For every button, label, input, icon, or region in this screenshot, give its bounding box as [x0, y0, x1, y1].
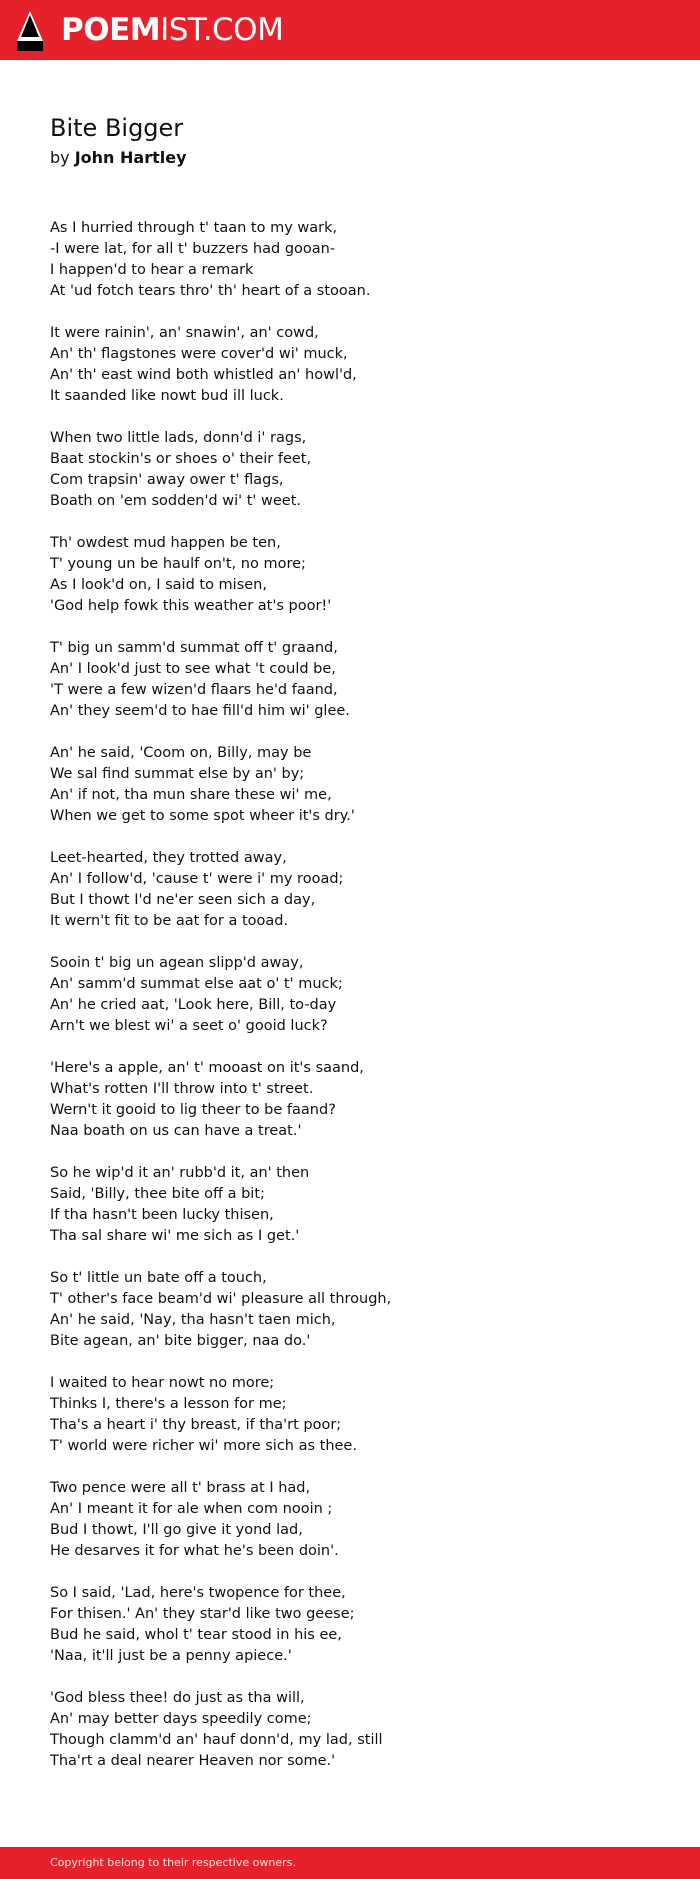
poem-line: Leet-hearted, they trotted away,	[50, 850, 287, 866]
poem-line: An' I follow'd, 'cause t' were i' my rooad;	[50, 871, 344, 887]
poem-line: As I look'd on, I said to misen,	[50, 577, 267, 593]
poem-line: So he wip'd it an' rubb'd it, an' then	[50, 1165, 310, 1181]
poem-line: -I were lat, for all t' buzzers had gooan-	[50, 241, 336, 257]
poem-line: What's rotten I'll throw into t' street.	[50, 1081, 314, 1097]
stanza	[50, 323, 650, 407]
poem-line: Said, 'Billy, thee bite off a bit;	[50, 1186, 265, 1202]
poem-line: It were rainin', an' snawin', an' cowd,	[50, 325, 319, 341]
poem-line: Bite agean, an' bite bigger, naa do.'	[50, 1333, 311, 1349]
poem-title: Bite Bigger	[50, 114, 184, 142]
poem-line: When we get to some spot wheer it's dry.'	[50, 808, 355, 824]
poem-author: John Hartley	[74, 148, 187, 167]
poem-line: We sal find summat else by an' by;	[50, 766, 305, 782]
by-label: by	[50, 148, 70, 167]
poem-line: An' I meant it for ale when com nooin ;	[50, 1501, 333, 1517]
stanza	[50, 953, 650, 1037]
poem-line: Bud he said, whol t' tear stood in his ee,	[50, 1627, 342, 1643]
poem-line: 'Naa, it'll just be a penny apiece.'	[50, 1648, 292, 1664]
poem-line: Tha's a heart i' thy breast, if tha'rt poor;	[50, 1417, 342, 1433]
poem-line: I happen'd to hear a remark	[50, 262, 254, 278]
stanza	[50, 533, 650, 617]
poem-line: At 'ud fotch tears thro' th' heart of a stooan.	[50, 283, 371, 299]
stanza	[50, 848, 650, 932]
poem-line: 'Here's a apple, an' t' mooast on it's saand,	[50, 1060, 364, 1076]
poem-line: Boath on 'em sodden'd wi' t' weet.	[50, 493, 302, 509]
poem-line: Sooin t' big un agean slipp'd away,	[50, 955, 304, 971]
poem-line: But I thowt I'd ne'er seen sich a day,	[50, 892, 316, 908]
poem-line: For thisen.' An' they star'd like two geese;	[50, 1606, 355, 1622]
poem-line: Though clamm'd an' hauf donn'd, my lad, still	[50, 1732, 383, 1748]
poem-line: Bud I thowt, I'll go give it yond lad,	[50, 1522, 303, 1538]
pen-nib-icon[interactable]	[17, 11, 43, 51]
poem-line: T' big un samm'd summat off t' graand,	[50, 640, 338, 656]
poem-line: An' th' flagstones were cover'd wi' muck,	[50, 346, 348, 362]
poem-line: Naa boath on us can have a treat.'	[50, 1123, 302, 1139]
poem-line: 'God bless thee! do just as tha will,	[50, 1690, 305, 1706]
poem-line: So I said, 'Lad, here's twopence for thee,	[50, 1585, 346, 1601]
poem-line: It saanded like nowt bud ill luck.	[50, 388, 284, 404]
poem-line: T' young un be haulf on't, no more;	[50, 556, 306, 572]
stanza	[50, 1478, 650, 1562]
poem-byline	[50, 146, 187, 170]
poem-line: As I hurried through t' taan to my wark,	[50, 220, 338, 236]
poem-line: Arn't we blest wi' a seet o' gooid luck?	[50, 1018, 328, 1034]
site-header	[0, 0, 700, 60]
poem-line: Wern't it gooid to lig theer to be faand?	[50, 1102, 336, 1118]
poem-line: Com trapsin' away ower t' flags,	[50, 472, 284, 488]
logo-thin-text: IST.COM	[160, 12, 284, 48]
stanza	[50, 428, 650, 512]
poem-line: An' th' east wind both whistled an' howl'd,	[50, 367, 357, 383]
poem-line: Baat stockin's or shoes o' their feet,	[50, 451, 312, 467]
poem-line: It wern't fit to be aat for a tooad.	[50, 913, 289, 929]
poem-line: Thinks I, there's a lesson for me;	[50, 1396, 287, 1412]
poem-line: When two little lads, donn'd i' rags,	[50, 430, 307, 446]
poem-line: He desarves it for what he's been doin'.	[50, 1543, 339, 1559]
stanza	[50, 1058, 650, 1142]
copyright-notice: Copyright belong to their respective owners.	[50, 1856, 296, 1869]
poem-line: T' world were richer wi' more sich as thee.	[50, 1438, 357, 1454]
stanza	[50, 743, 650, 827]
poem-line: Tha'rt a deal nearer Heaven nor some.'	[50, 1753, 336, 1769]
poem-line: Th' owdest mud happen be ten,	[50, 535, 281, 551]
poem-line: T' other's face beam'd wi' pleasure all through,	[50, 1291, 392, 1307]
logo-bold-text: POEM	[61, 12, 161, 48]
poem-line: I waited to hear nowt no more;	[50, 1375, 275, 1391]
poem-line: An' may better days speedily come;	[50, 1711, 312, 1727]
poem-line: An' he said, 'Coom on, Billy, may be	[50, 745, 312, 761]
poem-line: So t' little un bate off a touch,	[50, 1270, 267, 1286]
site-footer	[0, 1847, 700, 1879]
poem-line: An' samm'd summat else aat o' t' muck;	[50, 976, 343, 992]
poem-line: If tha hasn't been lucky thisen,	[50, 1207, 274, 1223]
poem-line: 'T were a few wizen'd flaars he'd faand,	[50, 682, 338, 698]
poem-line: An' I look'd just to see what 't could be,	[50, 661, 336, 677]
stanza	[50, 1163, 650, 1247]
stanza	[50, 218, 650, 302]
stanza	[50, 638, 650, 722]
stanza	[50, 1688, 650, 1772]
stanza	[50, 1268, 650, 1352]
poem-line: Tha sal share wi' me sich as I get.'	[50, 1228, 300, 1244]
poem-line: 'God help fowk this weather at's poor!'	[50, 598, 332, 614]
poem-line: An' he cried aat, 'Look here, Bill, to-day	[50, 997, 337, 1013]
poem-line: Two pence were all t' brass at I had,	[50, 1480, 311, 1496]
poem-line: An' they seem'd to hae fill'd him wi' glee.	[50, 703, 350, 719]
poem-body	[50, 218, 650, 1793]
site-logo[interactable]	[61, 11, 283, 49]
poem-line: An' if not, tha mun share these wi' me,	[50, 787, 332, 803]
stanza	[50, 1373, 650, 1457]
poem-line: An' he said, 'Nay, tha hasn't taen mich,	[50, 1312, 336, 1328]
stanza	[50, 1583, 650, 1667]
